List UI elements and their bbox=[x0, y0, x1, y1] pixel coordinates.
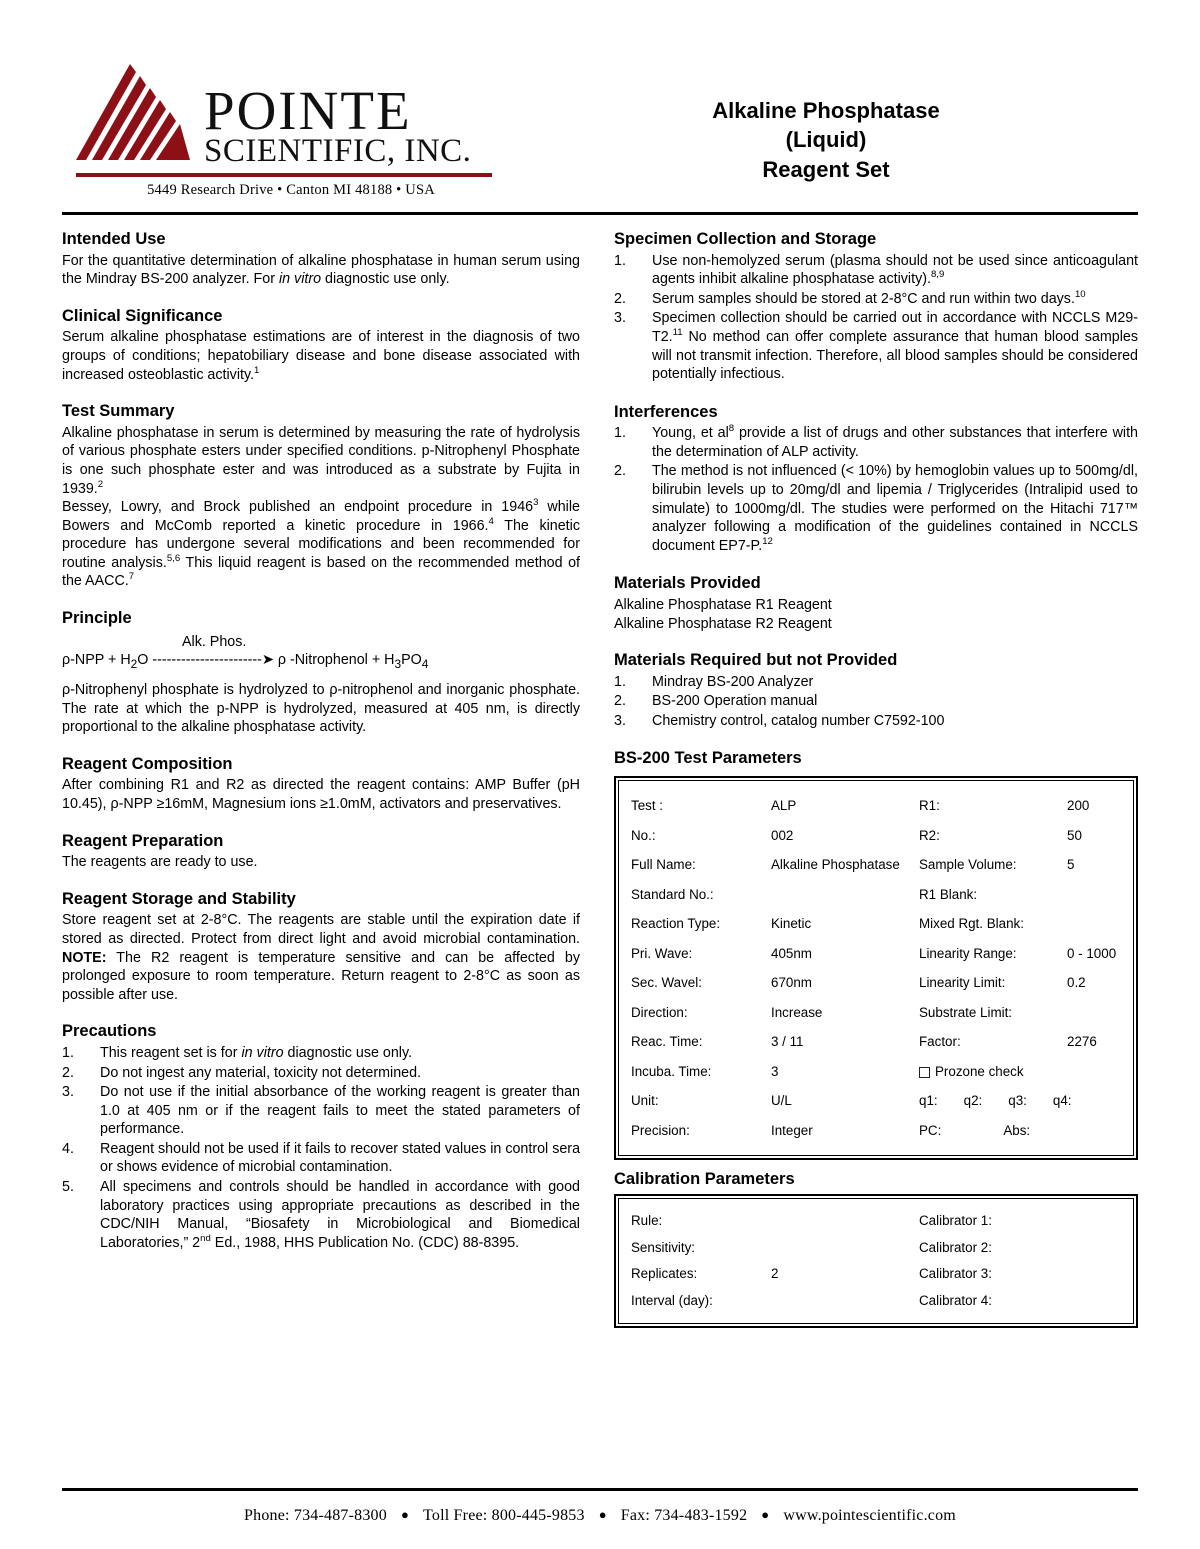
test-summary-p2-ref3: 5,6 bbox=[166, 553, 181, 565]
list-item-number: 1. bbox=[614, 425, 626, 442]
param-key-2: R1 Blank: bbox=[919, 886, 978, 902]
param-key: Sec. Wavel: bbox=[631, 975, 702, 991]
param-key: Direction: bbox=[631, 1004, 688, 1020]
list-item bbox=[62, 1044, 580, 1063]
company-wordmark bbox=[198, 80, 472, 170]
section-heading-reagent-storage: Reagent Storage and Stability bbox=[62, 889, 296, 908]
param-key: Incuba. Time: bbox=[631, 1063, 712, 1079]
section-heading-calibration-parameters: Calibration Parameters bbox=[614, 1170, 795, 1189]
interference-2-ref: 12 bbox=[762, 536, 773, 547]
param-key-2: Sample Volume: bbox=[919, 857, 1017, 873]
specimen-2-text: Serum samples should be stored at 2-8°C and run within two days. bbox=[652, 290, 1075, 307]
interference-1-text: Young, et al bbox=[652, 425, 729, 442]
table-row bbox=[619, 1261, 1133, 1288]
clinical-significance-body bbox=[62, 328, 580, 384]
section-heading-intended-use: Intended Use bbox=[62, 230, 166, 248]
list-item bbox=[614, 252, 1138, 289]
table-row bbox=[619, 1086, 1133, 1116]
table-row bbox=[619, 821, 1133, 851]
pc-label: PC: bbox=[919, 1122, 942, 1138]
checkbox-icon[interactable] bbox=[919, 1067, 930, 1078]
list-item-number: 3. bbox=[614, 310, 626, 327]
section-heading-reagent-preparation: Reagent Preparation bbox=[62, 831, 224, 850]
reagent-storage-body bbox=[62, 911, 580, 1004]
list-item bbox=[62, 1083, 580, 1139]
param-value: 3 bbox=[771, 1063, 779, 1079]
test-summary-p2-ref2: 4 bbox=[488, 515, 494, 527]
intended-use-post: diagnostic use only. bbox=[321, 271, 450, 288]
footer-contact-line bbox=[62, 1507, 1138, 1525]
q1-label: q1: bbox=[919, 1093, 938, 1109]
list-item-number: 4. bbox=[62, 1140, 74, 1157]
param-value-2: 2276 bbox=[1067, 1034, 1097, 1050]
list-item bbox=[62, 1178, 580, 1252]
param-value-2: 0 - 1000 bbox=[1067, 945, 1117, 961]
list-item-text: Chemistry control, catalog number C7592-100 bbox=[652, 712, 945, 729]
table-row bbox=[619, 968, 1133, 998]
interference-1-ref: 8 bbox=[728, 423, 735, 435]
principle-equation bbox=[62, 633, 580, 673]
pc-abs-row bbox=[919, 1124, 1133, 1137]
footer-tollfree: Toll Free: 800-445-9853 bbox=[423, 1507, 585, 1524]
section-heading-precautions: Precautions bbox=[62, 1022, 157, 1041]
test-summary-p1-ref: 2 bbox=[97, 478, 104, 490]
header-divider bbox=[62, 212, 1138, 215]
reagent-storage-note-label: NOTE: bbox=[62, 949, 107, 966]
param-key-2: R1: bbox=[919, 798, 940, 814]
table-row bbox=[619, 1287, 1133, 1314]
q4-label: q4: bbox=[1052, 1093, 1072, 1109]
q-labels-row bbox=[919, 1094, 1133, 1107]
list-item bbox=[62, 1140, 580, 1177]
materials-provided-line-1: Alkaline Phosphatase R1 Reagent bbox=[614, 596, 832, 613]
table-row bbox=[619, 880, 1133, 910]
intended-use-italic: in vitro bbox=[278, 271, 322, 288]
title-line-3: Reagent Set bbox=[762, 156, 890, 182]
precaution-1-pre: This reagent set is for bbox=[100, 1044, 242, 1061]
specimen-2-ref: 10 bbox=[1074, 289, 1086, 301]
list-item-text: Reagent should not be used if it fails to recover stated values in control sera or shows evidence of microbial contamination. bbox=[100, 1140, 581, 1176]
list-item-text: Mindray BS-200 Analyzer bbox=[652, 673, 814, 690]
company-logo bbox=[62, 52, 532, 199]
calib-key: Interval (day): bbox=[631, 1292, 713, 1308]
list-item-text: Do not use if the initial absorbance of the working reagent is greater than 1.0 at 405 nm or if the reagent fails to meet the stated parameters of performance. bbox=[100, 1084, 580, 1138]
section-heading-principle: Principle bbox=[62, 608, 132, 627]
q3-label: q3: bbox=[1008, 1093, 1027, 1109]
reagent-preparation-body: The reagents are ready to use. bbox=[62, 854, 258, 871]
section-heading-test-summary: Test Summary bbox=[62, 402, 175, 421]
list-item bbox=[614, 309, 1138, 383]
footer-separator-icon: ● bbox=[598, 1507, 607, 1522]
test-summary-p2-b: while Bowers and McComb reported a kinetic procedure in 1966. bbox=[62, 499, 580, 534]
list-item-text: BS-200 Operation manual bbox=[652, 693, 818, 710]
equation-product-rest: PO bbox=[401, 652, 422, 669]
precautions-list bbox=[62, 1044, 580, 1252]
title-line-1: Alkaline Phosphatase bbox=[712, 98, 940, 123]
equation-reactant: ρ-NPP + H bbox=[62, 652, 131, 669]
param-value: 3 / 11 bbox=[771, 1034, 804, 1050]
page-header bbox=[62, 0, 1138, 200]
list-item-number: 1. bbox=[62, 1044, 74, 1061]
calibrator-label: Calibrator 2: bbox=[919, 1239, 992, 1255]
page-title bbox=[532, 52, 1138, 184]
list-item-text: Do not ingest any material, toxicity not determined. bbox=[100, 1064, 422, 1081]
list-item-text bbox=[652, 424, 1138, 461]
param-key: Pri. Wave: bbox=[631, 945, 693, 961]
clinical-significance-text: Serum alkaline phosphatase estimations are of interest in the diagnosis of two groups of conditions; hepatobiliary disease and bone disease associated with increased osteoblastic activity. bbox=[62, 329, 580, 383]
param-value: 002 bbox=[771, 827, 794, 843]
logo-underline-rule bbox=[76, 173, 492, 177]
specimen-1-text: Use non-hemolyzed serum (plasma should not be used since anticoagulant agents inhibit alkaline phosphatase activity). bbox=[652, 252, 1138, 288]
materials-required-list bbox=[614, 673, 1138, 731]
table-row bbox=[619, 850, 1133, 880]
equation-reactant-sub: 2 bbox=[130, 657, 138, 672]
interferences-list bbox=[614, 424, 1138, 555]
param-value-2: 5 bbox=[1067, 857, 1075, 873]
table-row bbox=[619, 939, 1133, 969]
list-item bbox=[614, 692, 1138, 711]
list-item bbox=[614, 462, 1138, 555]
table-row bbox=[619, 909, 1133, 939]
specimen-3-tail: No method can offer complete assurance that human blood samples will not transmit infection. Therefore, all blood samples should be considered potentially infectious. bbox=[652, 328, 1138, 383]
reagent-composition-body: After combining R1 and R2 as directed the reagent contains: AMP Buffer (pH 10.45), ρ-NPP ≥16mM, Magnesium ions ≥1.0mM, activators and preservatives. bbox=[62, 777, 580, 813]
section-heading-materials-provided: Materials Provided bbox=[614, 574, 761, 593]
footer-divider bbox=[62, 1488, 1138, 1491]
test-summary-p2-ref1: 3 bbox=[533, 497, 539, 509]
table-row bbox=[619, 1027, 1133, 1057]
footer-phone: Phone: 734-487-8300 bbox=[244, 1507, 387, 1524]
specimen-3-text: Specimen collection should be carried out in accordance with NCCLS M29-T2. bbox=[652, 310, 1138, 345]
test-summary-p2 bbox=[62, 498, 580, 591]
param-key: Precision: bbox=[631, 1122, 690, 1138]
list-item-text bbox=[100, 1044, 580, 1063]
section-heading-clinical-significance: Clinical Significance bbox=[62, 306, 223, 325]
precaution-5-pre: All specimens and controls should be handled in accordance with good laboratory practices using appropriate precautions as described in the CDC/NIH Manual, “Biosafety in Microbiological and Biomedical Laboratories,” 2 bbox=[100, 1179, 580, 1251]
abs-label: Abs: bbox=[1003, 1122, 1031, 1138]
footer-website[interactable]: www.pointescientific.com bbox=[783, 1507, 956, 1524]
footer-separator-icon: ● bbox=[761, 1507, 770, 1522]
specimen-collection-list bbox=[614, 252, 1138, 384]
specimen-3-ref: 11 bbox=[672, 327, 683, 339]
test-summary-p2-c: The kinetic procedure has undergone several modifications and been recommended for routine analysis. bbox=[62, 517, 580, 571]
section-heading-interferences: Interferences bbox=[614, 402, 718, 421]
footer-fax: Fax: 734-483-1592 bbox=[620, 1507, 748, 1524]
param-key-2: Factor: bbox=[919, 1034, 961, 1050]
param-value: 405nm bbox=[771, 945, 812, 961]
calib-key: Replicates: bbox=[631, 1266, 698, 1282]
param-key-2: Linearity Range: bbox=[919, 945, 1017, 961]
list-item-number: 2. bbox=[62, 1064, 74, 1081]
clinical-significance-ref: 1 bbox=[254, 364, 260, 376]
test-summary-p1 bbox=[62, 424, 580, 498]
wordmark-pointe: POINTE bbox=[204, 80, 412, 142]
section-heading-materials-required: Materials Required but not Provided bbox=[614, 651, 898, 670]
list-item bbox=[62, 1064, 580, 1083]
section-heading-reagent-composition: Reagent Composition bbox=[62, 754, 233, 773]
wordmark-scientific: SCIENTIFIC, INC. bbox=[204, 133, 472, 169]
list-item-number: 3. bbox=[62, 1084, 74, 1101]
reagent-storage-a: Store reagent set at 2-8°C. The reagents are stable until the expiration date if stored as directed. Protect from direct light and avoid microbial contamination. bbox=[62, 912, 580, 948]
equation-product: ρ -Nitrophenol + H bbox=[277, 652, 395, 669]
list-item bbox=[614, 290, 1138, 309]
param-key: Full Name: bbox=[631, 857, 696, 873]
param-value-2: 50 bbox=[1067, 827, 1082, 843]
table-row bbox=[619, 1116, 1133, 1146]
precaution-5-post: Ed., 1988, HHS Publication No. (CDC) 88-8395. bbox=[210, 1234, 520, 1251]
param-key-2: Linearity Limit: bbox=[919, 975, 1006, 991]
section-heading-specimen-collection: Specimen Collection and Storage bbox=[614, 230, 877, 248]
param-key: Reaction Type: bbox=[631, 916, 721, 932]
param-value: Alkaline Phosphatase bbox=[771, 857, 900, 873]
param-value: Kinetic bbox=[771, 916, 812, 932]
param-key-2: R2: bbox=[919, 827, 940, 843]
list-item bbox=[614, 424, 1138, 461]
param-key: Unit: bbox=[631, 1093, 659, 1109]
section-heading-test-parameters: BS-200 Test Parameters bbox=[614, 749, 802, 768]
interference-2-text: The method is not influenced (< 10%) by hemoglobin values up to 500mg/dl, bilirubin levels up to 20mg/dl and lipemia / Triglycerides (Intralipid used to simulate) to 1000mg/dl. The studies were performed on the Hitachi 717™ analyzer following a modification of the guidelines contained in NCCLS document EP7-P. bbox=[652, 463, 1138, 554]
calib-value: 2 bbox=[771, 1266, 779, 1282]
title-line-2: (Liquid) bbox=[785, 127, 867, 153]
param-value-2: 0.2 bbox=[1067, 975, 1086, 991]
page-footer bbox=[62, 1488, 1138, 1525]
param-value: Integer bbox=[771, 1122, 813, 1138]
calibrator-label: Calibrator 1: bbox=[919, 1213, 992, 1229]
list-item-text bbox=[100, 1178, 580, 1252]
list-item-text bbox=[652, 309, 1138, 383]
prozone-check-row[interactable] bbox=[919, 1065, 1133, 1078]
equation-arrow-icon: -----------------------➤ bbox=[152, 652, 274, 669]
param-value-2: 200 bbox=[1067, 798, 1090, 814]
param-key-2: Mixed Rgt. Blank: bbox=[919, 916, 1024, 932]
param-key: Standard No.: bbox=[631, 886, 714, 902]
precaution-5-sup: nd bbox=[200, 1233, 211, 1244]
list-item bbox=[614, 673, 1138, 692]
calibrator-label: Calibrator 3: bbox=[919, 1266, 992, 1282]
calibrator-label: Calibrator 4: bbox=[919, 1292, 992, 1308]
specimen-1-ref: 8,9 bbox=[930, 269, 945, 281]
param-key-2: Substrate Limit: bbox=[919, 1004, 1013, 1020]
param-value: U/L bbox=[771, 1093, 792, 1109]
equation-reactant-rest: O bbox=[137, 652, 149, 669]
equation-enzyme-label: Alk. Phos. bbox=[182, 633, 247, 650]
param-key: Test : bbox=[631, 798, 663, 814]
q2-label: q2: bbox=[963, 1093, 983, 1109]
table-row bbox=[619, 1234, 1133, 1261]
param-key: Reac. Time: bbox=[631, 1034, 703, 1050]
left-column bbox=[62, 229, 594, 1328]
list-item-number: 2. bbox=[614, 693, 626, 710]
list-item-text bbox=[652, 462, 1138, 555]
list-item-number: 5. bbox=[62, 1179, 74, 1196]
test-summary-p2-a: Bessey, Lowry, and Brock published an endpoint procedure in 1946 bbox=[62, 499, 534, 516]
reagent-storage-b: The R2 reagent is temperature sensitive and can be affected by prolonged exposure to room temperature. Return reagent to 2-8°C as soon as possible after use. bbox=[62, 949, 580, 1003]
table-row bbox=[619, 998, 1133, 1028]
param-value: Increase bbox=[771, 1004, 823, 1020]
list-item-number: 2. bbox=[614, 463, 626, 480]
principle-body: ρ-Nitrophenyl phosphate is hydrolyzed to ρ-nitrophenol and inorganic phosphate. The rate at which the p-NPP is hydrolyzed, measured at 405 nm, is directly proportional to the alkaline phosphatase activity. bbox=[62, 682, 580, 736]
equation-product-sub: 3 bbox=[394, 657, 402, 672]
interference-1-tail: provide a list of drugs and other substances that interfere with the determination of ALP activity. bbox=[652, 425, 1138, 460]
list-item-text bbox=[652, 252, 1138, 289]
materials-provided-line-2: Alkaline Phosphatase R2 Reagent bbox=[614, 615, 832, 632]
calibration-parameters-table bbox=[614, 1194, 1138, 1328]
equation-line bbox=[62, 651, 580, 672]
right-column bbox=[594, 229, 1138, 1328]
footer-separator-icon: ● bbox=[400, 1507, 410, 1522]
calib-key: Sensitivity: bbox=[631, 1239, 695, 1255]
list-item bbox=[614, 712, 1138, 731]
intended-use-pre: For the quantitative determination of alkaline phosphatase in human serum using the Mindray BS-200 analyzer. For bbox=[62, 252, 580, 288]
prozone-check-label: Prozone check bbox=[935, 1063, 1024, 1079]
company-address: 5449 Research Drive • Canton MI 48188 • USA bbox=[147, 182, 435, 198]
table-row bbox=[619, 1208, 1133, 1235]
table-row bbox=[619, 791, 1133, 821]
test-parameters-table bbox=[614, 776, 1138, 1160]
content-columns bbox=[62, 229, 1138, 1328]
table-row bbox=[619, 1057, 1133, 1087]
calib-key: Rule: bbox=[631, 1213, 663, 1229]
test-summary-p1-text: Alkaline phosphatase in serum is determined by measuring the rate of hydrolysis of various phosphate esters under specified conditions. p-Nitrophenyl Phosphate is one such phosphate ester and was introduced as a substrate by Fujita in 1939. bbox=[62, 424, 580, 497]
pointe-triangle-logo-icon bbox=[74, 52, 198, 170]
equation-product-sub2: 4 bbox=[421, 657, 429, 672]
list-item-number: 1. bbox=[614, 252, 626, 269]
param-value: 670nm bbox=[771, 975, 812, 991]
param-key: No.: bbox=[631, 827, 656, 843]
test-summary-p2-d: This liquid reagent is based on the recommended method of the AACC. bbox=[62, 554, 580, 590]
intended-use-body bbox=[62, 252, 580, 289]
precaution-1-italic: in vitro bbox=[241, 1044, 284, 1061]
test-summary-p2-ref4: 7 bbox=[128, 571, 135, 583]
list-item-text bbox=[652, 290, 1138, 309]
precaution-1-post: diagnostic use only. bbox=[283, 1044, 413, 1061]
list-item-number: 1. bbox=[614, 673, 626, 690]
list-item-number: 3. bbox=[614, 712, 626, 729]
list-item-number: 2. bbox=[614, 290, 626, 307]
param-value: ALP bbox=[771, 798, 797, 814]
